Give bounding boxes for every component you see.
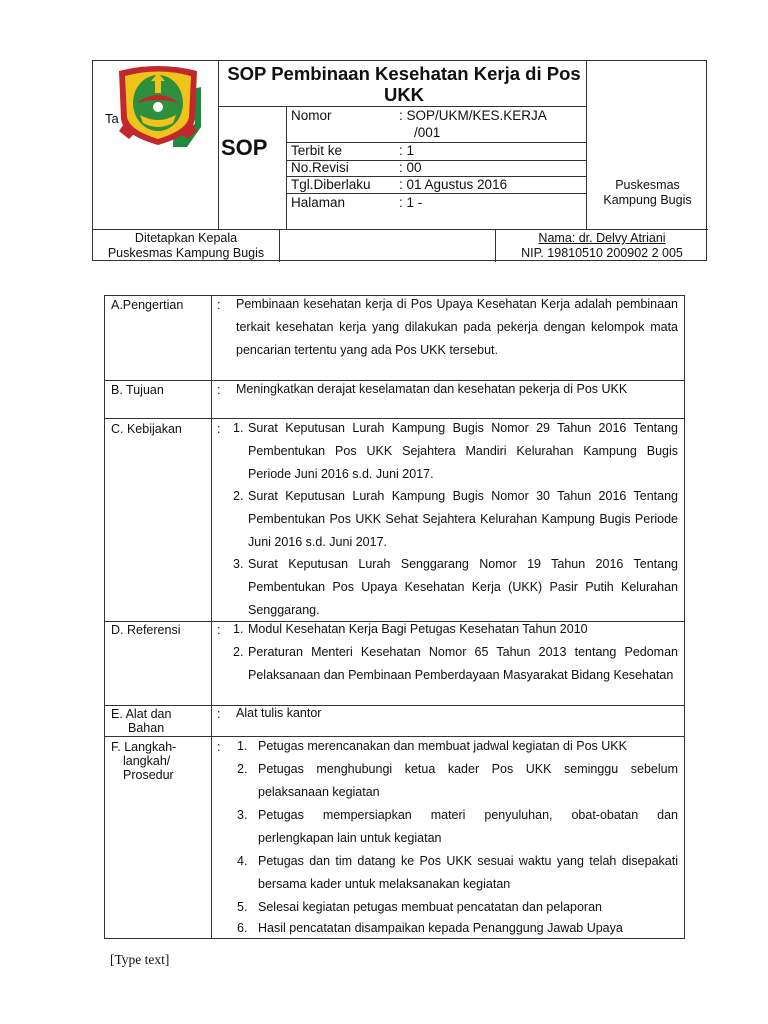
list-item: Selesai kegiatan petugas membuat pencatatan dan pelaporan bbox=[258, 900, 603, 914]
row-tujuan bbox=[105, 381, 684, 419]
list-num: 2. bbox=[237, 762, 248, 776]
list-item: Petugas dan tim datang ke Pos UKK sesuai waktu yang telah disepakati bersama kader untuk melaksanakan kegiatan bbox=[258, 854, 678, 891]
sop-header-table bbox=[92, 60, 707, 261]
list-item: Modul Kesehatan Kerja Bagi Petugas Kesehatan Tahun 2010 bbox=[248, 622, 588, 636]
label-kebijakan: C. Kebijakan bbox=[111, 422, 182, 436]
label-tujuan: B. Tujuan bbox=[111, 383, 164, 397]
field-value-terbit: : 1 bbox=[399, 143, 415, 158]
list-num: 2. bbox=[233, 645, 244, 659]
label-referensi: D. Referensi bbox=[111, 623, 181, 637]
field-value-halaman: : 1 - bbox=[399, 195, 423, 210]
text-pengertian: Pembinaan kesehatan kerja di Pos Upaya Kesehatan Kerja adalah pembinaan terkait kesehatan kerja yang dilakukan pada pekerja dengan kelompok mata pencarian tertentu yang ada Pos UKK tersebut. bbox=[236, 297, 678, 357]
list-item: Surat Keputusan Lurah Kampung Bugis Nomor 29 Tahun 2016 Tentang Pembentukan Pos UKK Sejahtera Mandiri Kelurahan Kampung Bugis Periode Juni 2016 s.d. Juni 2017. bbox=[248, 421, 678, 481]
text-alat: Alat tulis kantor bbox=[236, 706, 322, 720]
list-num: 5. bbox=[237, 900, 248, 914]
list-num: 3. bbox=[233, 557, 244, 571]
list-num: 1. bbox=[233, 622, 244, 636]
row-langkah bbox=[105, 737, 684, 940]
signer-nip: NIP. 19810510 200902 2 005 bbox=[521, 246, 683, 260]
footer-placeholder: [Type text] bbox=[110, 952, 170, 967]
list-num: 1. bbox=[233, 421, 244, 435]
label-pengertian: A.Pengertian bbox=[111, 298, 184, 312]
list-item: Hasil pencatatan disampaikan kepada Penanggung Jawab Upaya bbox=[258, 921, 623, 935]
colon: : bbox=[217, 740, 221, 754]
list-num: 4. bbox=[237, 854, 248, 868]
page-title: SOP Pembinaan Kesehatan Kerja di Pos UKK bbox=[227, 63, 581, 105]
list-item: Surat Keputusan Lurah Kampung Bugis Nomor 30 Tahun 2016 Tentang Pembentukan Pos UKK Sehat Sejahtera Kelurahan Kampung Bugis Periode Juni 2016 s.d. Juni 2017. bbox=[248, 489, 678, 549]
sop-label: SOP bbox=[221, 135, 268, 160]
label-langkah-line-1: F. Langkah- bbox=[111, 740, 177, 754]
ditetapkan-line-1: Ditetapkan Kepala bbox=[134, 231, 238, 245]
field-value-tgl: : 01 Agustus 2016 bbox=[399, 177, 508, 192]
org-line-2: Kampung Bugis bbox=[603, 193, 692, 207]
colon: : bbox=[217, 623, 221, 637]
row-pengertian bbox=[105, 296, 684, 381]
logo-caption-left: Ta bbox=[105, 111, 119, 126]
field-label-nomor: Nomor bbox=[291, 108, 332, 123]
colon: : bbox=[217, 422, 221, 436]
org-line-1: Puskesmas bbox=[615, 178, 680, 192]
field-label-halaman: Halaman bbox=[291, 195, 346, 210]
field-value-revisi: : 00 bbox=[399, 160, 422, 175]
field-label-tgl: Tgl.Diberlaku bbox=[291, 177, 371, 192]
list-item: Petugas merencanakan dan membuat jadwal kegiatan di Pos UKK bbox=[258, 739, 627, 753]
list-item: Petugas mempersiapkan materi penyuluhan, obat-obatan dan perlengkapan lain untuk kegiatan bbox=[258, 808, 678, 845]
label-alat-line-2: Bahan bbox=[128, 721, 165, 735]
sop-body-table bbox=[104, 295, 685, 939]
row-alat bbox=[105, 706, 684, 737]
list-item: Surat Keputusan Lurah Senggarang Nomor 19 Tahun 2016 Tentang Pembentukan Pos Upaya Kesehatan Kerja (UKK) Pasir Putih Kelurahan Senggarang. bbox=[248, 557, 678, 617]
signature-block bbox=[496, 231, 708, 261]
ditetapkan-line-2: Puskesmas Kampung Bugis bbox=[107, 246, 265, 260]
label-alat bbox=[111, 707, 171, 735]
ditetapkan-block bbox=[93, 231, 279, 261]
field-label-terbit: Terbit ke bbox=[291, 143, 343, 158]
colon: : bbox=[217, 383, 221, 397]
label-langkah bbox=[111, 740, 176, 782]
row-kebijakan bbox=[105, 419, 684, 622]
text-tujuan: Meningkatkan derajat keselamatan dan kesehatan pekerja di Pos UKK bbox=[236, 382, 628, 396]
org-name bbox=[587, 178, 708, 208]
signer-name: Nama: dr. Delvy Atriani bbox=[538, 231, 666, 245]
field-value-nomor-cont: /001 bbox=[414, 125, 441, 140]
list-num: 6. bbox=[237, 921, 248, 935]
label-langkah-line-2: langkah/ bbox=[123, 754, 171, 768]
label-langkah-line-3: Prosedur bbox=[123, 768, 174, 782]
list-num: 2. bbox=[233, 489, 244, 503]
list-item: Petugas menghubungi ketua kader Pos UKK seminggu sebelum pelaksanaan kegiatan bbox=[258, 762, 678, 799]
emblem-logo-icon bbox=[115, 63, 201, 147]
label-alat-line-1: E. Alat dan bbox=[111, 707, 172, 721]
list-item: Peraturan Menteri Kesehatan Nomor 65 Tahun 2013 tentang Pedoman Pelaksanaan dan Pembinaan Pemberdayaan Masyarakat Bidang Kesehatan bbox=[248, 645, 678, 682]
list-num: 3. bbox=[237, 808, 248, 822]
field-value-nomor: : SOP/UKM/KES.KERJA bbox=[399, 108, 547, 123]
row-referensi bbox=[105, 622, 684, 706]
colon: : bbox=[217, 707, 221, 721]
list-num: 1. bbox=[237, 739, 248, 753]
field-label-revisi: No.Revisi bbox=[291, 160, 349, 175]
colon: : bbox=[217, 298, 221, 312]
